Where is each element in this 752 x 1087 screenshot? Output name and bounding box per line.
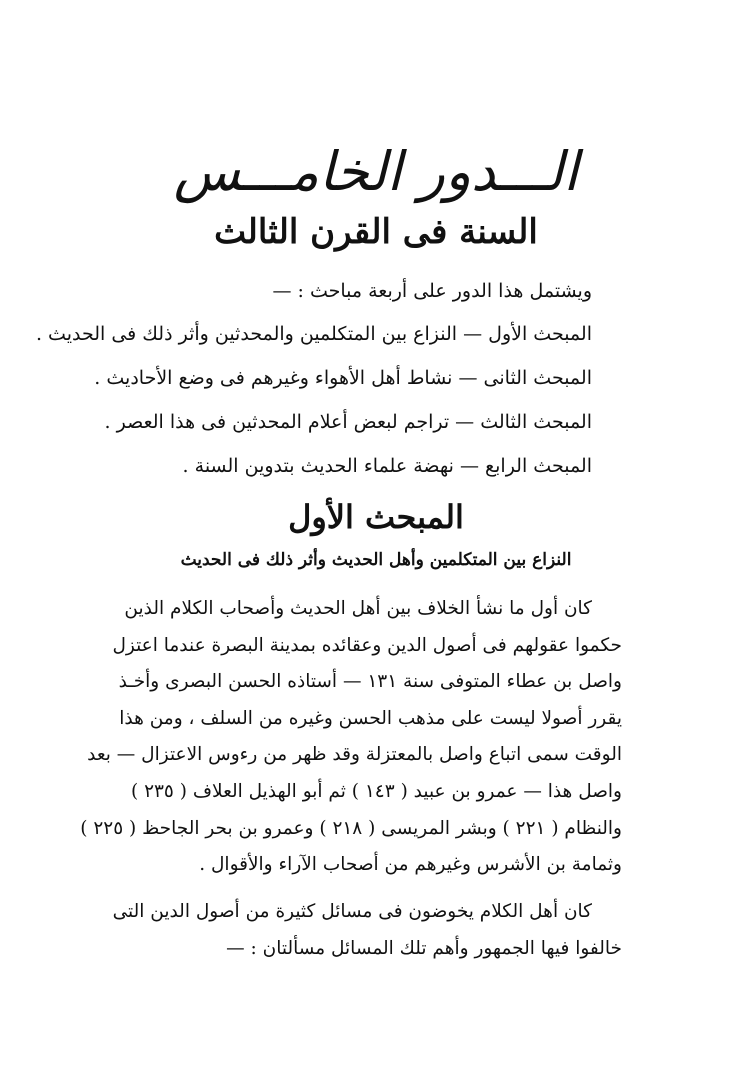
text-line: والنظام ( ٢٢١ ) وبشر المريسى ( ٢١٨ ) وعمرو بن بحر الجاحظ ( ٢٢٥ )	[80, 817, 622, 839]
chapter-title: الـــدور الخامـــس	[173, 140, 579, 203]
intro-line: ويشتمل هذا الدور على أربعة مباحث : —	[272, 280, 592, 302]
topics-list	[35, 312, 592, 488]
text-line: الوقت سمى اتباع واصل بالمعتزلة وقد ظهر من رءوس الاعتزال — بعد	[87, 744, 622, 766]
text-line: كان أهل الكلام يخوضون فى مسائل كثيرة من أصول الدين التى	[112, 901, 592, 922]
text-line: يقرر أصولا ليست على مذهب الحسن وغيره من السلف ، ومن هذا	[119, 707, 622, 729]
text-line: وثمامة بن الأشرس وغيرهم من أصحاب الآراء والأقوال .	[199, 854, 622, 876]
topic-item: المبحث الأول — النزاع بين المتكلمين والمحدثين وأثر ذلك فى الحديث .	[35, 323, 592, 345]
chapter-subtitle: السنة فى القرن الثالث	[214, 212, 538, 252]
section-subheading: النزاع بين المتكلمين وأهل الحديث وأثر ذلك فى الحديث	[180, 550, 572, 570]
text-line: كان أول ما نشأ الخلاف بين أهل الحديث وأصحاب الكلام الذين	[124, 598, 592, 619]
text-line: حكموا عقولهم فى أصول الدين وعقائده بمدينة البصرة عندما اعتزل	[112, 634, 622, 656]
section-heading: المبحث الأول	[288, 498, 464, 536]
body-paragraph	[80, 591, 622, 884]
topic-item: المبحث الثالث — تراجم لبعض أعلام المحدثين فى هذا العصر .	[104, 411, 592, 433]
topic-item: المبحث الثانى — نشاط أهل الأهواء وغيرهم فى وضع الأحاديث .	[94, 367, 592, 389]
body-paragraph	[112, 894, 622, 967]
topic-item: المبحث الرابع — نهضة علماء الحديث بتدوين السنة .	[182, 455, 592, 477]
text-line: واصل هذا — عمرو بن عبيد ( ١٤٣ ) ثم أبو الهذيل العلاف ( ٢٣٥ )	[130, 780, 622, 802]
text-line: خالفوا فيها الجمهور وأهم تلك المسائل مسألتان : —	[226, 937, 622, 959]
text-line: واصل بن عطاء المتوفى سنة ١٣١ — أستاذه الحسن البصرى وأخـذ	[118, 671, 622, 693]
